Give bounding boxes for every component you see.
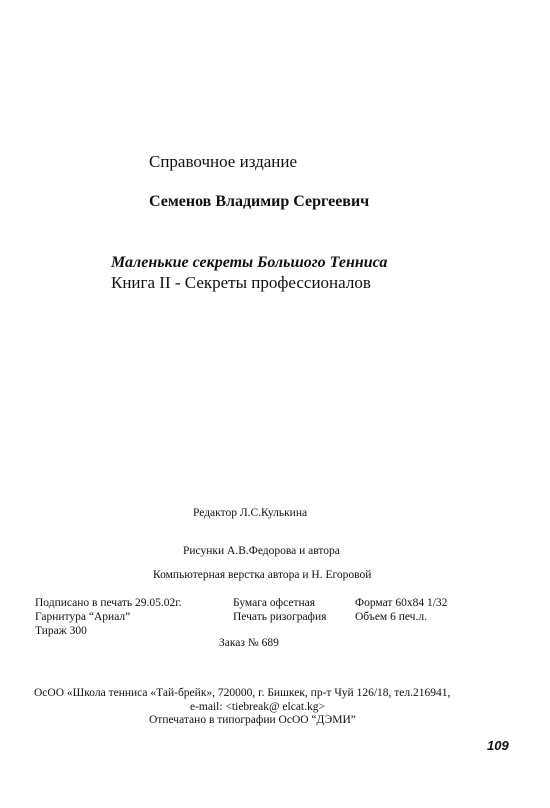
page-format: Формат 60х84 1/32 bbox=[355, 597, 448, 609]
layout-credit: Компьютерная верстка автора и Н. Егоровой bbox=[153, 569, 372, 581]
paper-type: Бумага офсетная bbox=[233, 597, 316, 609]
typeface: Гарнитура “Ариал” bbox=[35, 611, 131, 623]
book-subtitle: Книга II - Секреты профессионалов bbox=[111, 273, 371, 292]
print-run: Тираж 300 bbox=[35, 625, 87, 637]
order-number: Заказ № 689 bbox=[219, 637, 279, 649]
book-title: Маленькие секреты Большого Тенниса bbox=[111, 254, 388, 271]
editor-credit: Редактор Л.С.Кулькина bbox=[193, 507, 308, 519]
publisher-email: e-mail: <tiebreak@ elcat.kg> bbox=[190, 701, 325, 713]
page-number: 109 bbox=[487, 738, 509, 753]
printing-house: Отпечатано в типографии ОсОО “ДЭМИ” bbox=[149, 714, 356, 726]
print-method: Печать ризография bbox=[233, 611, 327, 623]
illustrations-credit: Рисунки А.В.Федорова и автора bbox=[183, 545, 340, 557]
volume: Объем 6 печ.л. bbox=[355, 611, 427, 623]
signed-to-print: Подписано в печать 29.05.02г. bbox=[35, 597, 182, 609]
edition-type: Справочное издание bbox=[149, 152, 298, 171]
publisher-address: ОсОО «Школа тенниса «Тай-брейк», 720000, г. Бишкек, пр-т Чуй 126/18, тел.216941, bbox=[34, 687, 451, 699]
author-name: Семенов Владимир Сергеевич bbox=[149, 193, 370, 210]
